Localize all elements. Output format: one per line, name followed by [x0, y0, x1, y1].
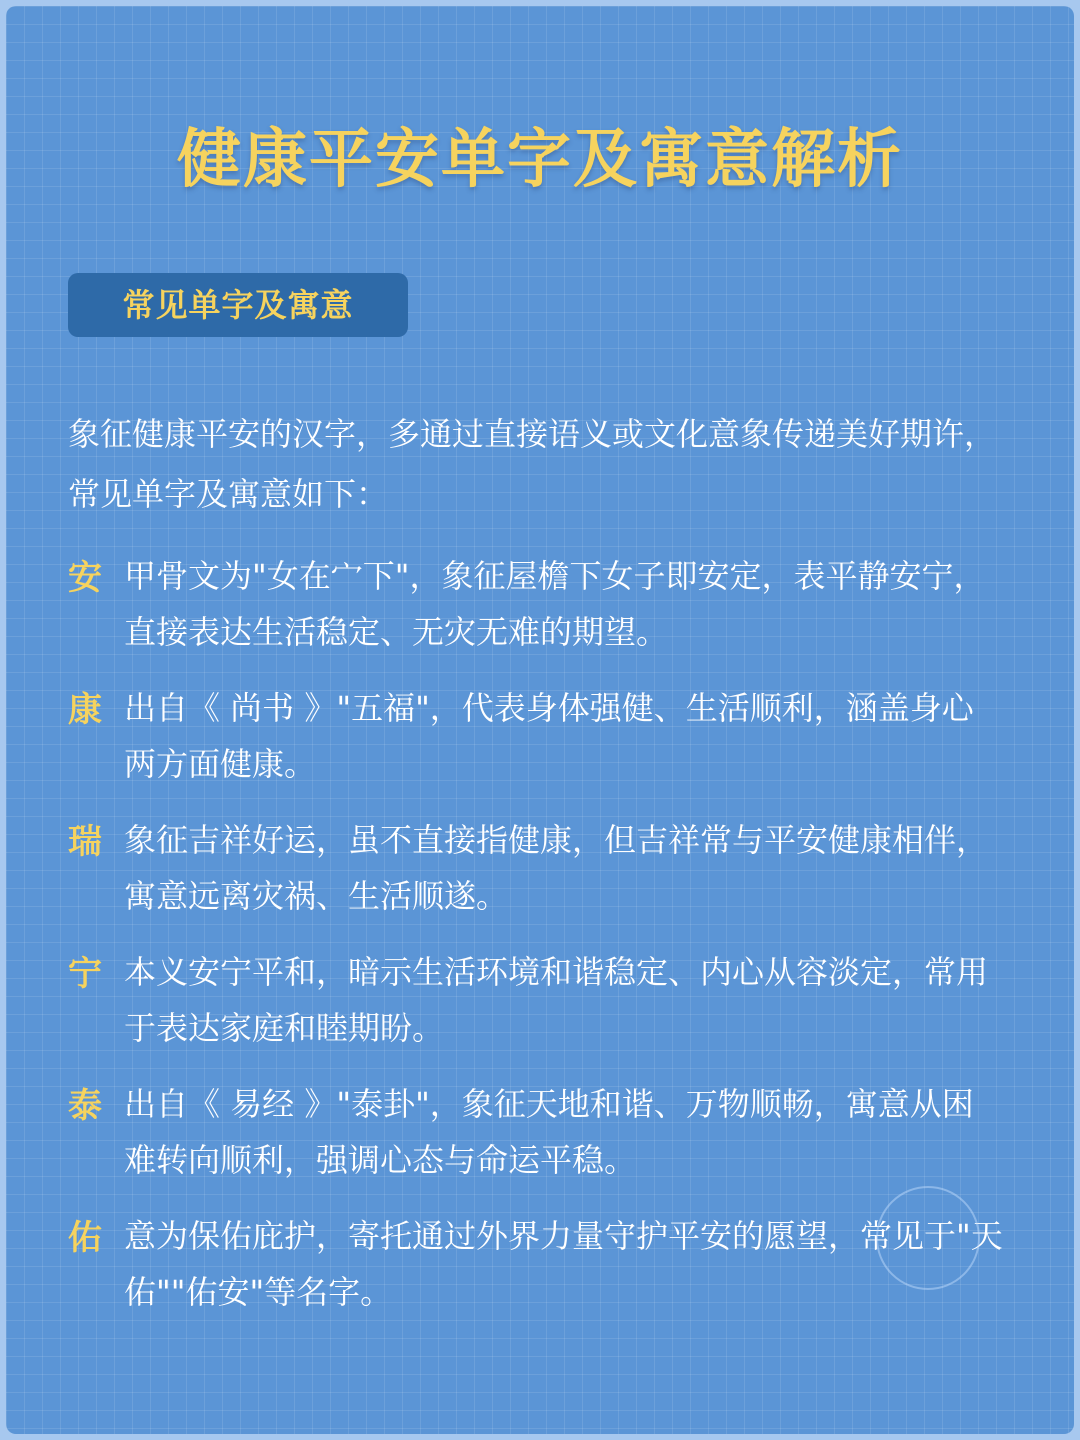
decorative-circle [876, 1186, 980, 1290]
item-character: 瑞 [68, 822, 102, 862]
list-item [68, 944, 1018, 1076]
page-title: 健康平安单字及寓意解析 [177, 123, 903, 197]
list-item [68, 1208, 1018, 1340]
item-meaning: 意为保佑庇护，寄托通过外界力量守护平安的愿望，常见于"天佑""佑安"等名字。 [124, 1217, 1003, 1311]
item-meaning: 本义安宁平和，暗示生活环境和谐稳定、内心从容淡定，常用于表达家庭和睦期盼。 [124, 953, 989, 1047]
list-item [68, 680, 1018, 812]
item-character: 康 [68, 690, 102, 730]
character-list [68, 548, 1018, 1340]
item-character: 佑 [68, 1218, 102, 1258]
item-meaning: 象征吉祥好运，虽不直接指健康，但吉祥常与平安健康相伴，寓意远离灾祸、生活顺遂。 [124, 821, 989, 915]
item-character: 泰 [68, 1086, 102, 1126]
item-character: 宁 [68, 954, 102, 994]
list-item [68, 548, 1018, 680]
item-meaning: 出自《 易经 》"泰卦"，象征天地和谐、万物顺畅，寓意从困难转向顺利，强调心态与命运平稳。 [124, 1085, 974, 1179]
list-item [68, 812, 1018, 944]
list-item [68, 1076, 1018, 1208]
content-panel [6, 6, 1074, 1434]
item-character: 安 [68, 558, 102, 598]
item-meaning: 甲骨文为"女在宀下"，象征屋檐下女子即安定，表平静安宁，直接表达生活稳定、无灾无难的期望。 [124, 557, 986, 651]
section-badge: 常见单字及寓意 [68, 273, 408, 337]
intro-paragraph: 象征健康平安的汉字，多通过直接语义或文化意象传递美好期许，常见单字及寓意如下： [68, 415, 997, 513]
item-meaning: 出自《 尚书 》"五福"，代表身体强健、生活顺利，涵盖身心两方面健康。 [124, 689, 974, 783]
